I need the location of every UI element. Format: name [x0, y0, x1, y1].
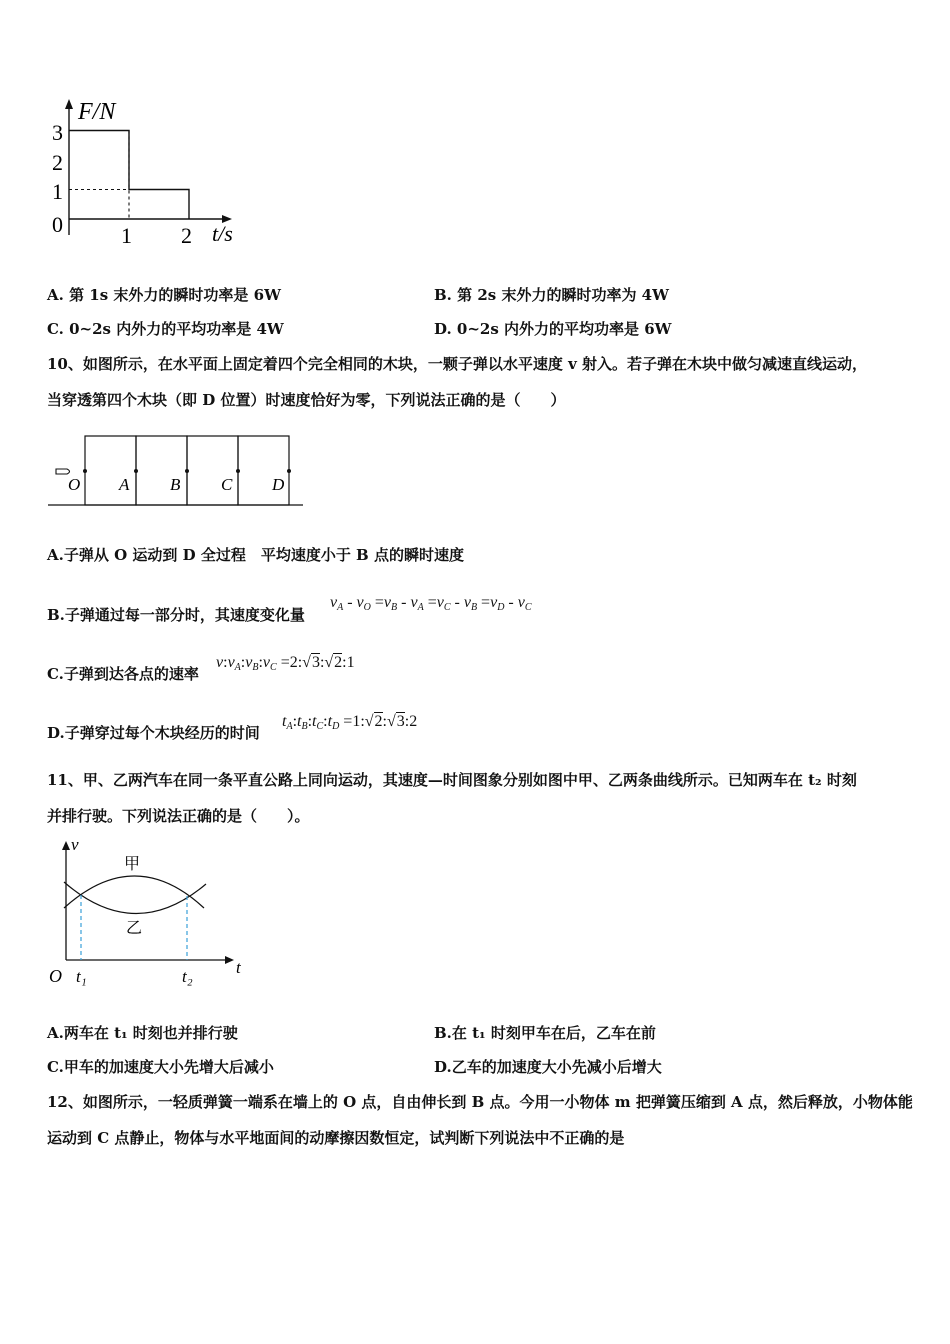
q10-option-c: C.子弹到达各点的速率: [47, 665, 199, 683]
force-time-graph: [40, 95, 250, 255]
q10-option-c-formula: $v:v_A:v_B:v_C$ =2:√3:√2:1: [216, 654, 355, 673]
bullet-icon: [56, 469, 70, 474]
point-o-dot: [83, 469, 87, 473]
q11-option-c: C.甲车的加速度大小先增大后减小: [47, 1058, 274, 1076]
q11-stem-line2: 并排行驶。下列说法正确的是（ ）。: [47, 807, 310, 825]
q9-option-c: C. 0~2s 内外力的平均功率是 4W: [47, 320, 284, 338]
q11-stem-line1: 11、甲、乙两汽车在同一条平直公路上同向运动，其速度—时间图象分别如图中甲、乙两条曲线所示。已知两车在 t₂ 时刻: [47, 771, 857, 789]
q10-stem-line1: 10、如图所示，在水平面上固定着四个完全相同的木块，一颗子弹以水平速度 v 射入。若子弹在木块中做匀减速直线运动，: [47, 355, 868, 373]
y-tick-1: 1: [52, 179, 63, 204]
point-c-dot: [236, 469, 240, 473]
y-tick-3: 3: [52, 120, 63, 145]
point-a-dot: [134, 469, 138, 473]
q12-stem-line1: 12、如图所示，一轻质弹簧一端系在墙上的 O 点，自由伸长到 B 点。今用一小物体 m 把弹簧压缩到 A 点，然后释放，小物体能: [47, 1093, 913, 1111]
t-axis-label: t: [236, 958, 241, 977]
curve-jia-ext: [182, 888, 206, 896]
point-d-dot: [287, 469, 291, 473]
q9-option-a: A. 第 1s 末外力的瞬时功率是 6W: [47, 286, 281, 304]
q11-option-a: A.两车在 t₁ 时刻也并排行驶: [47, 1024, 238, 1042]
wood-blocks-figure: [45, 428, 310, 513]
wood-block-1: [85, 436, 136, 505]
q9-option-d: D. 0~2s 内外力的平均功率是 6W: [434, 320, 672, 338]
x-tick-1: 1: [121, 223, 132, 248]
x-tick-2: 2: [181, 223, 192, 248]
y-axis-arrow: [65, 99, 73, 109]
wood-block-2: [136, 436, 187, 505]
t2-label: t₂: [182, 967, 193, 986]
curve-jia-label: 甲: [124, 856, 141, 873]
q10-stem-line2: 当穿透第四个木块（即 D 位置）时速度恰好为零，下列说法正确的是（ ）: [47, 391, 566, 409]
wood-block-3: [187, 436, 238, 505]
label-c: C: [221, 475, 233, 494]
label-o: O: [68, 475, 81, 494]
label-a: A: [119, 475, 130, 494]
origin-o-label: O: [49, 966, 62, 986]
curve-jia: [64, 876, 204, 908]
y-axis-label: F/N: [78, 99, 116, 125]
y-tick-2: 2: [52, 150, 63, 175]
velocity-time-graph: [40, 836, 255, 996]
q10-option-b-formula: $v_A - v_O =v_B - v_A =v_C - v_B =v_D - v_C$: [330, 594, 532, 613]
v-axis-arrow: [62, 841, 70, 850]
label-d: D: [272, 475, 285, 494]
curve-yi: [64, 882, 206, 914]
wood-block-4: [238, 436, 289, 505]
point-b-dot: [185, 469, 189, 473]
origin-label: 0: [52, 212, 63, 237]
q11-option-b: B.在 t₁ 时刻甲车在后，乙车在前: [434, 1024, 656, 1042]
q10-option-a: A.子弹从 O 运动到 D 全过程 平均速度小于 B 点的瞬时速度: [47, 546, 464, 564]
t-axis-arrow: [225, 956, 234, 964]
q9-option-b: B. 第 2s 末外力的瞬时功率为 4W: [434, 286, 669, 304]
q11-option-d: D.乙车的加速度大小先减小后增大: [434, 1058, 662, 1076]
x-axis-label: t/s: [212, 221, 233, 246]
label-b: B: [170, 475, 181, 494]
curve-yi-label: 乙: [126, 920, 143, 937]
q12-stem-line2: 运动到 C 点静止，物体与水平地面间的动摩擦因数恒定，试判断下列说法中不正确的是: [47, 1129, 625, 1147]
t1-label: t₁: [76, 967, 87, 986]
q10-option-d-formula: $t_A:t_B:t_C:t_D$ =1:√2:√3:2: [282, 713, 418, 732]
q10-option-b: B.子弹通过每一部分时，其速度变化量: [47, 606, 305, 624]
q10-option-d: D.子弹穿过每个木块经历的时间: [47, 724, 260, 742]
ft-chart-plot: [52, 99, 233, 248]
v-axis-label: v: [71, 836, 79, 854]
